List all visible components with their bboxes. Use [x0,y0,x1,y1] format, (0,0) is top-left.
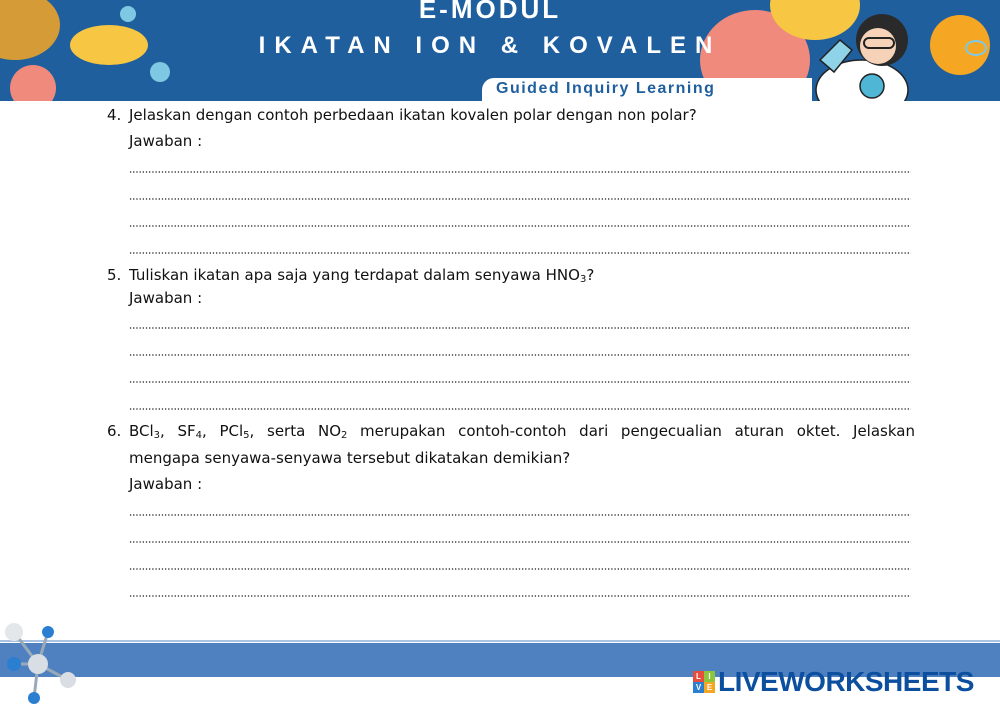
answer-label: Jawaban : [129,289,203,307]
answer-line[interactable] [129,198,911,200]
tagline-plate [482,78,812,101]
answer-line[interactable] [129,568,911,570]
answer-label: Jawaban : [129,475,203,493]
footer-divider [0,640,1000,642]
decor-circle [10,65,56,101]
header-banner [0,0,1000,101]
molecule-icon [0,612,80,707]
decor-circle [150,62,170,82]
answer-line[interactable] [129,354,911,356]
question-text-line1: BCl$_3$, $SF_4$, PCl$_5$, serta $NO_2$ merupakan contoh-contoh dari pengecualian aturan oktet. Jelaskan [129,422,915,441]
question-number: 4. [107,106,122,124]
answer-line[interactable] [129,541,911,543]
question-text: Tuliskan ikatan apa saja yang terdapat dalam senyawa $HNO_3$? [129,266,595,285]
module-subtitle: IKATAN ION & KOVALEN [258,32,722,59]
answer-label: Jawaban : [129,132,203,150]
question-text: Jelaskan dengan contoh perbedaan ikatan kovalen polar dengan non polar? [129,106,697,124]
brand-name: LIVEWORKSHEETS [718,666,974,697]
module-title: E-MODUL [418,0,562,24]
answer-line[interactable] [129,514,911,516]
question-text-line2: mengapa senyawa-senyawa tersebut dikatakan demikian? [129,449,571,467]
liveworksheets-brand[interactable] [693,668,974,696]
question-6 [107,422,915,440]
answer-line[interactable] [129,225,911,227]
question-6-continued [107,449,915,467]
answer-line[interactable] [129,381,911,383]
answer-line[interactable] [129,171,911,173]
answer-line[interactable] [129,252,911,254]
tagline: Guided Inquiry Learning [496,80,716,97]
scientist-illustration [800,0,950,101]
answer-line[interactable] [129,327,911,329]
question-5 [107,266,915,284]
question-4 [107,106,915,124]
answer-line[interactable] [129,595,911,597]
answer-line[interactable] [129,408,911,410]
liveworksheets-logo-icon: L I V E [693,671,715,693]
question-number: 5. [107,266,122,284]
question-number: 6. [107,422,122,440]
